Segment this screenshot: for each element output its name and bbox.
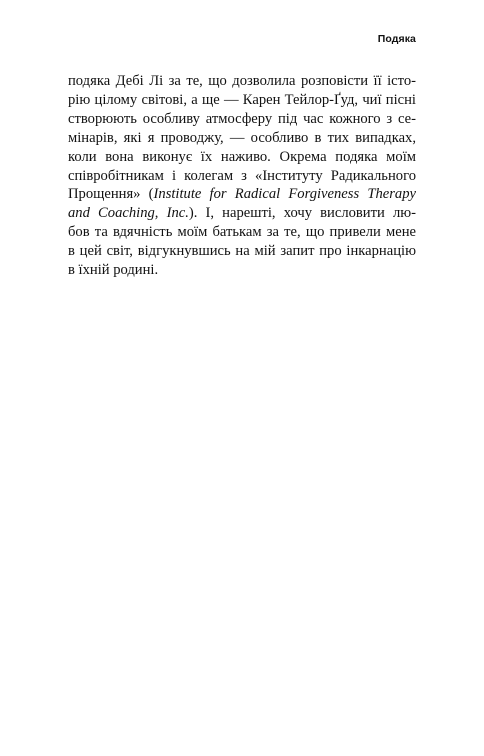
institute-english-name-cont: and Coaching, Inc. — [68, 205, 189, 222]
text-line: в цей світ, відгукнувшись на мій запит про інкарнацію — [68, 243, 416, 260]
running-header: Подяка — [377, 33, 416, 45]
text-line: в їхній родині. — [68, 262, 159, 279]
text-line: мінарів, які я проводжу, — особливо в тих випадках, — [68, 129, 416, 146]
institute-english-name: Institute for Radical Forgiveness Therapy — [153, 186, 416, 203]
text-line: and Coaching, Inc.). І, нарешті, хочу висловити лю- — [68, 205, 416, 222]
text-line: коли вона виконує їх наживо. Окрема подяка моїм — [68, 148, 416, 165]
acknowledgment-paragraph — [68, 72, 416, 280]
text-line: створюють особливу атмосферу під час кожного з се- — [68, 110, 416, 127]
text-line: бов та вдячність моїм батькам за те, що привели мене — [68, 224, 416, 241]
text-line: подяка Дебі Лі за те, що дозволила розповісти її істо- — [68, 73, 416, 89]
text-line: Прощення» (Institute for Radical Forgiveness Therapy — [68, 186, 416, 203]
text-line: рію цілому світові, а ще — Карен Тейлор-Ґуд, чиї пісні — [68, 91, 416, 108]
text-line: співробітникам і колегам з «Інституту Радикального — [68, 167, 416, 184]
